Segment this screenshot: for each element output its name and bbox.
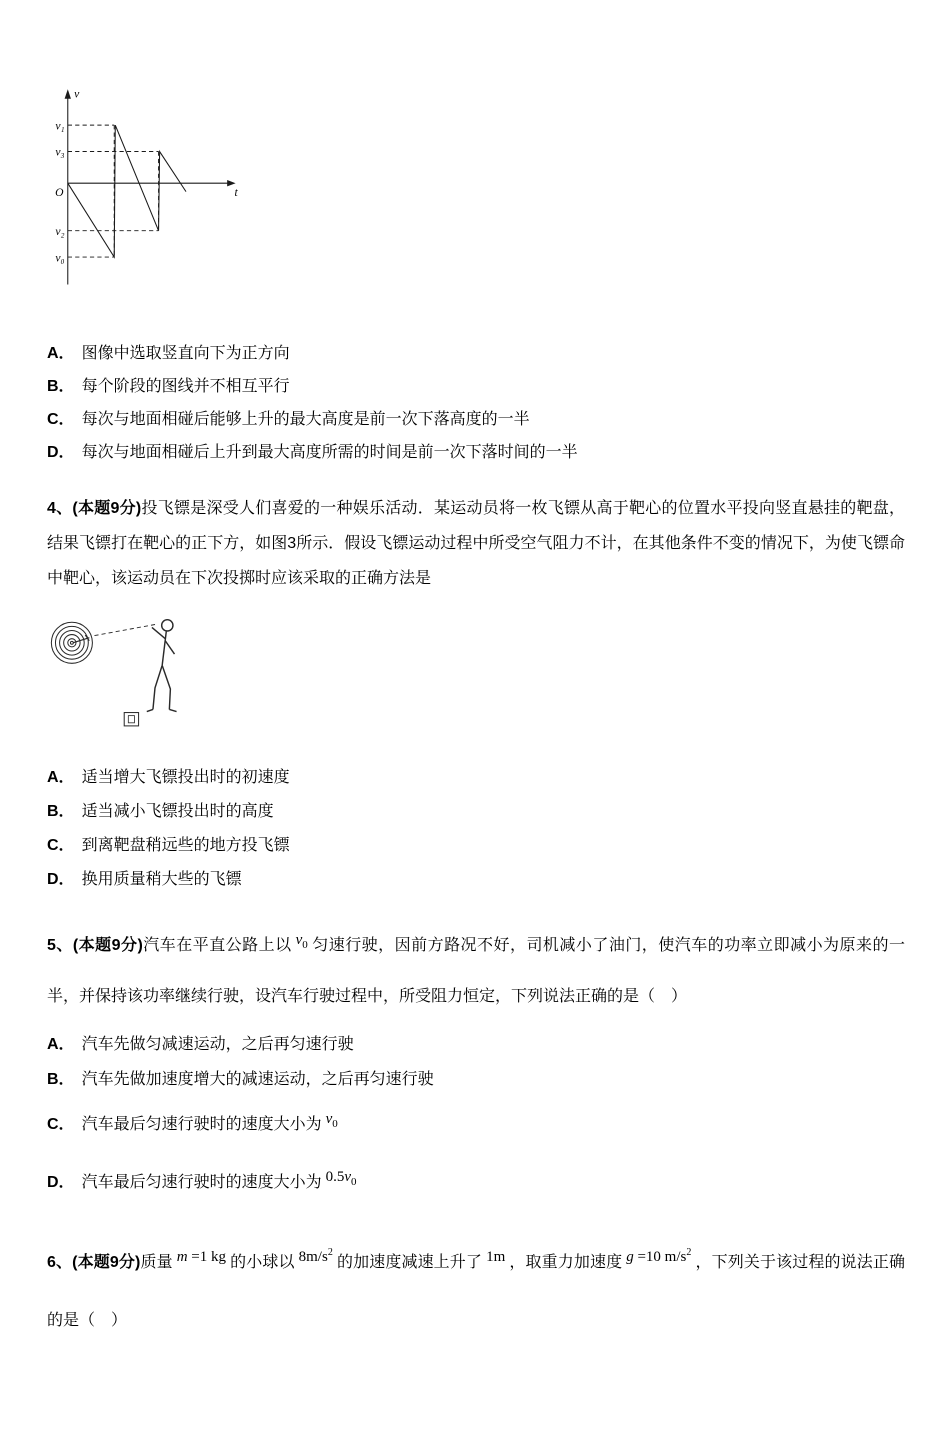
v0-label: v₀ xyxy=(55,251,65,265)
math-acceleration xyxy=(299,1224,333,1286)
v-axis-label: v xyxy=(74,87,80,101)
velocity-time-graph xyxy=(53,86,243,292)
q6-score: (本题9分) xyxy=(72,1254,141,1271)
option-label: B． xyxy=(47,1071,75,1088)
thrower-figure-icon xyxy=(147,620,177,712)
math-value: =10 m/s xyxy=(633,1249,687,1265)
q5-options xyxy=(47,1027,905,1206)
option-text: 适当减小飞镖投出时的高度 xyxy=(81,803,274,820)
math-sub: 0 xyxy=(302,939,308,951)
math-sub: 0 xyxy=(332,1118,338,1130)
q3-option-d xyxy=(47,436,905,469)
q4-option-a xyxy=(47,761,905,795)
math-sup: 2 xyxy=(686,1247,692,1258)
q6-stem-text-4: ，取重力加速度 xyxy=(509,1254,623,1271)
option-label: A． xyxy=(47,1036,75,1053)
option-text: 汽车先做加速度增大的减速运动，之后再匀速行驶 xyxy=(81,1071,434,1088)
q6-stem-text-3: 的加速度减速上升了 xyxy=(336,1254,483,1271)
q4-option-c xyxy=(47,829,905,863)
option-label: B． xyxy=(47,378,75,395)
math-var: g xyxy=(626,1249,634,1265)
option-label: C． xyxy=(47,837,75,854)
velocity-curve xyxy=(68,125,186,257)
math-value: 8m/s xyxy=(298,1249,328,1265)
option-text: 换用质量稍大些的飞镖 xyxy=(81,871,242,888)
option-label: A． xyxy=(47,769,75,786)
q4-stem xyxy=(47,491,905,596)
math-value: 1m xyxy=(486,1249,506,1265)
option-label: A． xyxy=(47,345,75,362)
q3-option-b xyxy=(47,370,905,403)
math-var: v xyxy=(325,1111,333,1127)
q6-stem-text-5: ，下列关于该过程的说法正确的是（ ） xyxy=(47,1254,905,1329)
math-var: v xyxy=(344,1169,351,1185)
dartboard-and-thrower-figure xyxy=(43,612,228,730)
v-axis-arrow xyxy=(65,89,71,99)
q6-number: 6、 xyxy=(47,1254,73,1271)
option-label: D． xyxy=(47,871,75,888)
q6-stem-text-2: 的小球以 xyxy=(230,1254,295,1271)
v3-label: v₃ xyxy=(55,145,65,159)
math-sup: 2 xyxy=(327,1247,333,1258)
v1-label: v₁ xyxy=(55,119,65,133)
q6-stem xyxy=(47,1230,905,1350)
option-text: 汽车最后匀速行驶时的速度大小为 xyxy=(81,1174,322,1191)
origin-label: O xyxy=(55,185,64,199)
math-height xyxy=(486,1228,505,1286)
q4-stem-text: 投飞镖是深受人们喜爱的一种娱乐活动．某运动员将一枚飞镖从高于靶心的位置水平投向竖直悬挂的靶盘，结果飞镖打在靶心的正下方，如图3所示．假设飞镖运动过程中所受空气阻力不计，在其他条件不变的情况下，为使飞镖命中靶心，该运动员在下次投掷时应该采取的正确方法是 xyxy=(47,500,905,587)
q5-option-b xyxy=(47,1062,905,1097)
q5-option-d xyxy=(47,1165,905,1206)
q6-stem-text-1: 质量 xyxy=(140,1254,173,1271)
trajectory-dashed-line xyxy=(94,624,156,635)
math-0.5v0 xyxy=(326,1160,357,1200)
q3-option-a xyxy=(47,337,905,370)
q5-stem xyxy=(47,923,905,1019)
q5-score: (本题9分) xyxy=(72,937,143,954)
math-sub: 0 xyxy=(351,1176,357,1188)
option-label: C． xyxy=(47,1116,75,1133)
dart-figure-wrap xyxy=(43,612,905,735)
option-label: C． xyxy=(47,411,75,428)
q4-option-b xyxy=(47,795,905,829)
q5-option-c xyxy=(47,1107,905,1148)
option-text: 汽车先做匀减速运动，之后再匀速行驶 xyxy=(81,1036,354,1053)
math-gravity xyxy=(626,1224,691,1286)
q4-option-d xyxy=(47,863,905,897)
dartboard-target-icon xyxy=(51,622,92,663)
option-text: 到离靶盘稍远些的地方投飞镖 xyxy=(81,837,290,854)
q3-option-c xyxy=(47,403,905,436)
velocity-time-graph-figure xyxy=(53,86,905,297)
exam-page xyxy=(0,86,950,1350)
v2-label: v₂ xyxy=(55,224,65,238)
option-label: B． xyxy=(47,803,75,820)
q4-number: 4、 xyxy=(47,500,73,517)
t-axis-label: t xyxy=(234,185,238,199)
option-text: 每次与地面相碰后上升到最大高度所需的时间是前一次下落时间的一半 xyxy=(81,444,578,461)
option-text: 图像中选取竖直向下为正方向 xyxy=(81,345,290,362)
option-text: 每个阶段的图线并不相互平行 xyxy=(81,378,290,395)
option-label: D． xyxy=(47,444,75,461)
q5-number: 5、 xyxy=(47,937,73,954)
q4-options xyxy=(47,761,905,897)
option-text: 适当增大飞镖投出时的初速度 xyxy=(81,769,290,786)
math-var: v xyxy=(295,932,303,948)
option-label: D． xyxy=(47,1174,75,1191)
figure-caption-box xyxy=(124,713,138,726)
q5-option-a xyxy=(47,1027,905,1062)
q5-stem-text-2: 匀速行驶，因前方路况不好，司机减小了油门，使汽车的功率立即减小为原来的一半，并保持该功率继续行驶，设汽车行驶过程中，所受阻力恒定，下列说法正确的是（ ） xyxy=(47,937,905,1005)
math-v0 xyxy=(296,918,308,968)
math-mass xyxy=(177,1228,226,1286)
math-value: =1 kg xyxy=(187,1249,227,1265)
math-v0 xyxy=(326,1102,338,1142)
math-var: m xyxy=(176,1249,188,1265)
q3-options xyxy=(47,337,905,469)
q5-stem-text-1: 汽车在平直公路上以 xyxy=(142,937,292,954)
q4-score: (本题9分) xyxy=(72,500,142,517)
math-coefficient: 0.5 xyxy=(325,1169,345,1185)
option-text: 每次与地面相碰后能够上升的最大高度是前一次下落高度的一半 xyxy=(81,411,530,428)
option-text: 汽车最后匀速行驶时的速度大小为 xyxy=(81,1116,322,1133)
